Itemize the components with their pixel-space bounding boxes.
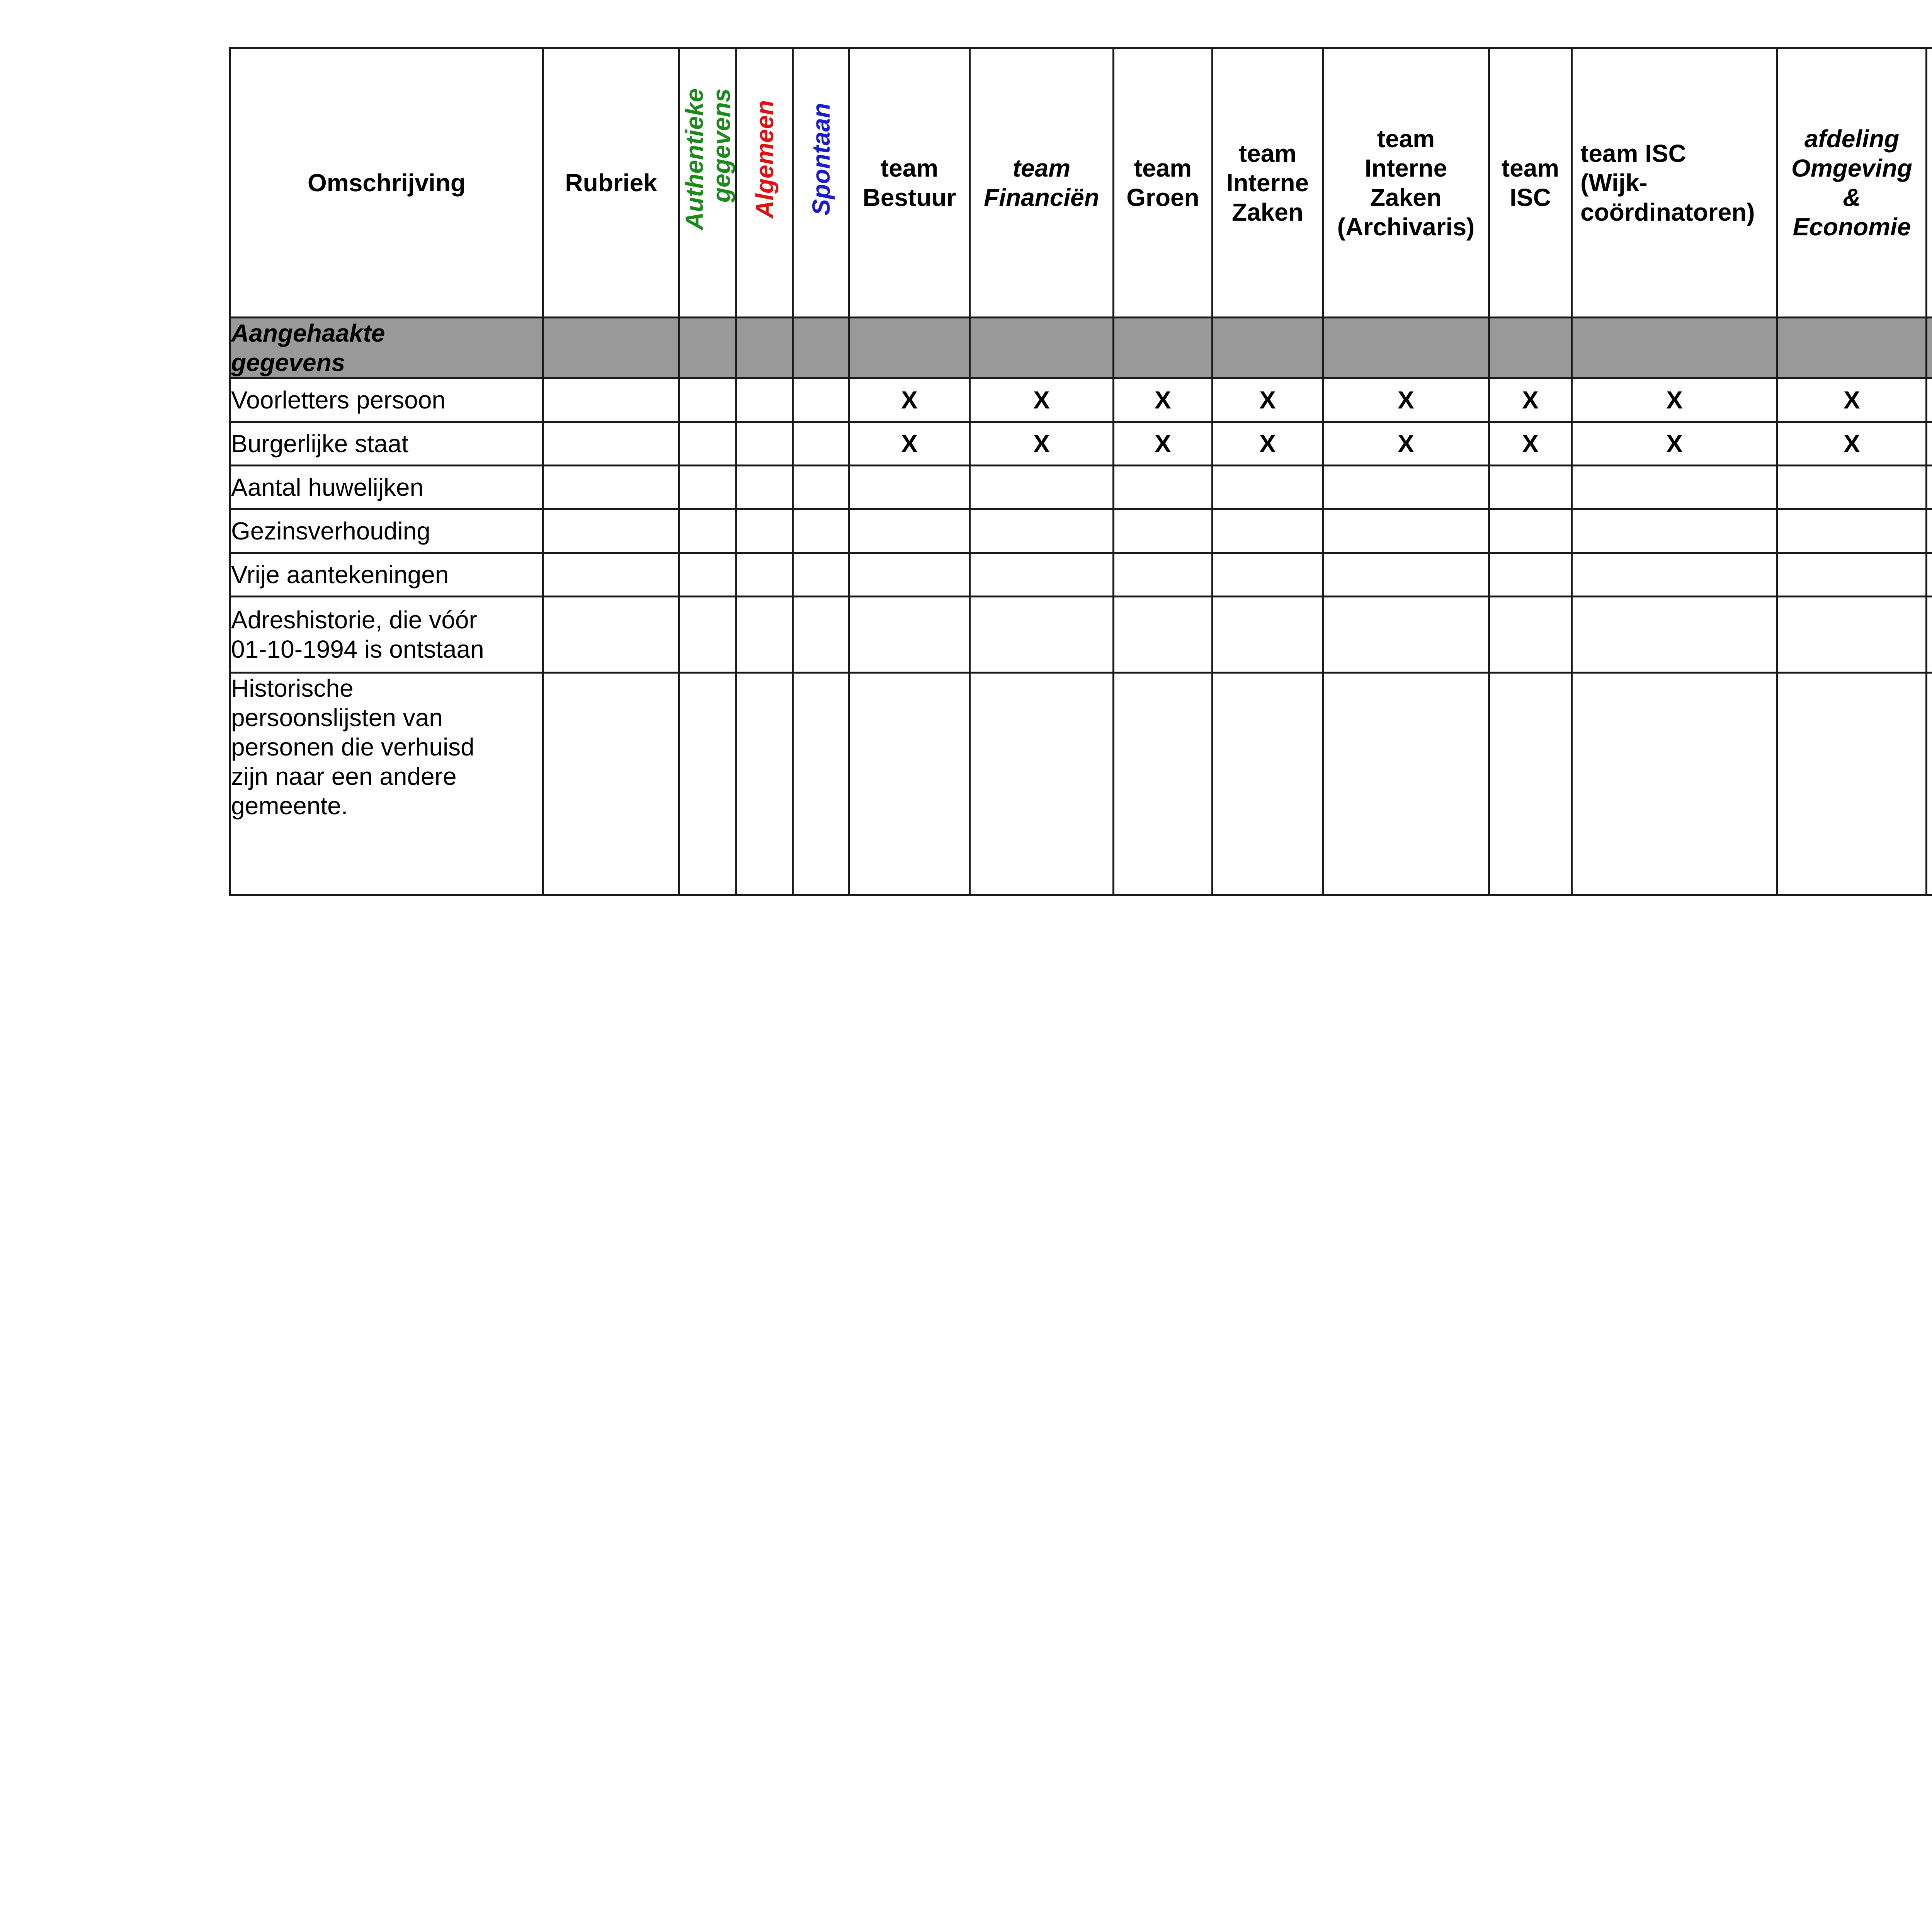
permission-mark: X xyxy=(1114,422,1213,466)
header-omschrijving: Omschrijving xyxy=(230,48,543,318)
permission-mark xyxy=(1213,597,1323,673)
permission-mark xyxy=(1927,378,1932,422)
permission-mark xyxy=(1114,597,1213,673)
permission-mark xyxy=(1114,466,1213,509)
empty-cell xyxy=(543,553,679,597)
header-rubriek: Rubriek xyxy=(543,48,679,318)
empty-cell xyxy=(736,673,793,895)
row-label: Vrije aantekeningen xyxy=(230,553,543,597)
permission-mark xyxy=(1489,597,1572,673)
header-authentieke-line-1: Authentieke xyxy=(680,88,708,230)
permission-mark: X xyxy=(1572,378,1777,422)
empty-cell xyxy=(543,378,679,422)
section-row xyxy=(230,318,1932,378)
permission-mark xyxy=(1572,597,1777,673)
table-row xyxy=(230,466,1932,509)
permission-mark: X xyxy=(1572,422,1777,466)
empty-cell xyxy=(736,378,793,422)
header-team-financien: team Financiën xyxy=(970,48,1114,318)
permission-mark: X xyxy=(1777,378,1927,422)
empty-cell xyxy=(793,378,849,422)
empty-cell xyxy=(679,466,736,509)
permission-mark: X xyxy=(1213,422,1323,466)
header-team-stadsservice xyxy=(1927,48,1932,318)
permission-mark: X xyxy=(970,422,1114,466)
header-spontaan xyxy=(793,48,849,318)
permission-mark xyxy=(1927,553,1932,597)
empty-cell xyxy=(793,509,849,553)
permission-mark xyxy=(970,466,1114,509)
permission-mark xyxy=(1572,509,1777,553)
permission-mark xyxy=(849,509,970,553)
permission-mark: X xyxy=(1323,378,1489,422)
permission-mark xyxy=(1323,466,1489,509)
header-team-isc-wijkcoordinatoren: team ISC (Wijk- coördinatoren) xyxy=(1572,48,1777,318)
table-row xyxy=(230,673,1932,895)
row-label: Voorletters persoon xyxy=(230,378,543,422)
permission-mark xyxy=(1489,466,1572,509)
table-row xyxy=(230,597,1932,673)
permission-mark: X xyxy=(970,378,1114,422)
header-afdeling-omgeving-economie: afdeling Omgeving & Economie xyxy=(1777,48,1927,318)
header-algemeen xyxy=(736,48,793,318)
row-label: Historische persoonslijsten van personen die verhuisd zijn naar een andere gemeente. xyxy=(230,673,543,895)
row-label: Burgerlijke staat xyxy=(230,422,543,466)
permission-mark xyxy=(1572,553,1777,597)
permission-mark xyxy=(1777,553,1927,597)
row-label: Adreshistorie, die vóór 01-10-1994 is ontstaan xyxy=(230,597,543,673)
header-row xyxy=(230,48,1932,318)
header-team-interne-zaken: team Interne Zaken xyxy=(1213,48,1323,318)
empty-cell xyxy=(793,553,849,597)
permission-mark: X xyxy=(1323,422,1489,466)
permission-mark xyxy=(1777,466,1927,509)
permission-mark xyxy=(1114,509,1213,553)
empty-cell xyxy=(793,597,849,673)
permission-mark: X xyxy=(1777,422,1927,466)
empty-cell xyxy=(679,509,736,553)
permission-mark xyxy=(1213,466,1323,509)
permission-mark xyxy=(970,597,1114,673)
permission-mark: X xyxy=(1114,378,1213,422)
header-authentieke-line-2: gegevens xyxy=(707,88,735,203)
header-team-isc: team ISC xyxy=(1489,48,1572,318)
section-cell xyxy=(1927,318,1932,378)
empty-cell xyxy=(736,466,793,509)
empty-cell xyxy=(679,378,736,422)
empty-cell xyxy=(736,597,793,673)
header-team-groen: team Groen xyxy=(1114,48,1213,318)
authorization-matrix-table xyxy=(229,47,1932,896)
permission-mark xyxy=(1572,466,1777,509)
permission-mark xyxy=(1213,553,1323,597)
permission-mark xyxy=(1489,553,1572,597)
header-spontaan-label: Spontaan xyxy=(807,103,835,216)
permission-mark xyxy=(1927,673,1932,895)
permission-mark xyxy=(1927,509,1932,553)
section-cell xyxy=(543,318,679,378)
permission-mark xyxy=(1927,422,1932,466)
permission-mark xyxy=(1777,509,1927,553)
section-cell xyxy=(793,318,849,378)
header-algemeen-label: Algemeen xyxy=(750,100,779,218)
permission-mark xyxy=(849,466,970,509)
permission-mark xyxy=(1777,597,1927,673)
row-label: Gezinsverhouding xyxy=(230,509,543,553)
permission-mark xyxy=(1114,553,1213,597)
permission-mark xyxy=(1927,597,1932,673)
permission-mark: X xyxy=(1489,378,1572,422)
permission-mark xyxy=(1927,466,1932,509)
permission-mark xyxy=(849,673,970,895)
permission-mark xyxy=(1572,673,1777,895)
permission-mark xyxy=(970,509,1114,553)
permission-mark: X xyxy=(849,422,970,466)
permission-mark xyxy=(849,597,970,673)
header-team-bestuur: team Bestuur xyxy=(849,48,970,318)
empty-cell xyxy=(543,673,679,895)
section-cell xyxy=(1489,318,1572,378)
table-row xyxy=(230,509,1932,553)
section-cell xyxy=(1777,318,1927,378)
empty-cell xyxy=(793,673,849,895)
empty-cell xyxy=(543,509,679,553)
empty-cell xyxy=(679,597,736,673)
permission-mark xyxy=(1323,509,1489,553)
empty-cell xyxy=(679,553,736,597)
empty-cell xyxy=(543,466,679,509)
permission-mark: X xyxy=(849,378,970,422)
empty-cell xyxy=(793,422,849,466)
empty-cell xyxy=(793,466,849,509)
empty-cell xyxy=(679,422,736,466)
empty-cell xyxy=(543,422,679,466)
permission-mark xyxy=(1323,597,1489,673)
permission-mark xyxy=(1213,673,1323,895)
section-cell xyxy=(679,318,736,378)
table-row xyxy=(230,553,1932,597)
permission-mark: X xyxy=(1213,378,1323,422)
permission-mark xyxy=(1489,509,1572,553)
empty-cell xyxy=(736,422,793,466)
permission-mark xyxy=(1114,673,1213,895)
section-cell xyxy=(1323,318,1489,378)
empty-cell xyxy=(736,553,793,597)
header-team-interne-zaken-archivaris: team Interne Zaken (Archivaris) xyxy=(1323,48,1489,318)
section-cell xyxy=(1213,318,1323,378)
section-cell xyxy=(970,318,1114,378)
section-cell xyxy=(1114,318,1213,378)
permission-mark xyxy=(970,553,1114,597)
permission-mark xyxy=(970,673,1114,895)
header-authentieke-gegevens xyxy=(679,48,736,318)
permission-mark xyxy=(849,553,970,597)
permission-mark xyxy=(1489,673,1572,895)
section-label: Aangehaakte gegevens xyxy=(230,318,543,378)
empty-cell xyxy=(736,509,793,553)
permission-mark: X xyxy=(1489,422,1572,466)
section-cell xyxy=(736,318,793,378)
table-row xyxy=(230,422,1932,466)
section-cell xyxy=(1572,318,1777,378)
permission-mark xyxy=(1323,553,1489,597)
permission-mark xyxy=(1323,673,1489,895)
empty-cell xyxy=(543,597,679,673)
section-cell xyxy=(849,318,970,378)
permission-mark xyxy=(1213,509,1323,553)
permission-mark xyxy=(1777,673,1927,895)
row-label: Aantal huwelijken xyxy=(230,466,543,509)
table-row xyxy=(230,378,1932,422)
empty-cell xyxy=(679,673,736,895)
